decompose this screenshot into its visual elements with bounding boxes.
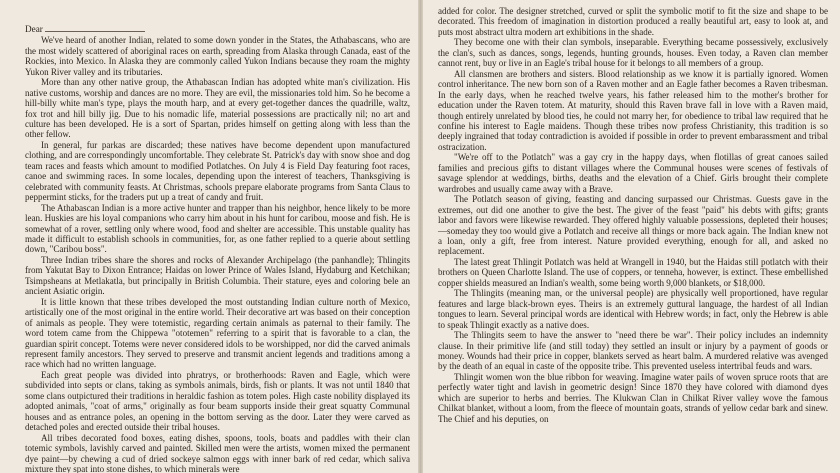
right-paragraph-2: They become one with their clan symbols, inseparable. Everything became possessively, exclusively the clan's, such as dances, songs, legends, hunting grounds, houses. Even today, a Raven clan member cannot rent, buy or live in an Eagle's tribal house for it belongs to all members of a group.: [438, 37, 828, 69]
greeting-text: Dear: [25, 24, 43, 34]
greeting-blank-line: [45, 31, 145, 32]
right-paragraph-1: added for color. The designer stretched, curved or split the symbolic motif to fit the size and shape to be decorated. This freedom of imagination in distortion produced a really beautiful art, easy to look at, and puts most abstract ultra modern art exhibitions in the shade.: [438, 6, 828, 37]
left-paragraph-4: The Athabascan Indian is a more active hunter and trapper than his neighbor, hence likely to be more lean. Huskies are his loyal companions who carry him about in his hunt for caribou, moose and fish. He is somewhat of a rover, settling only where wood, food and shelter are accessible. This unstable quality has made it difficult to establish schools in communities, for, as one father replied to a querie about settling down, "Caribou boss".: [25, 202, 410, 255]
right-paragraph-3: All clansmen are brothers and sisters. Blood relationship as we know it is partially ignored. Women control inheritance. The new born son of a Raven mother and an Eagle father becomes a Raven tribesman. In the early days, when he reached twelve years, his father released him to the mother's brother for education under the Raven totem. At maturity, should this Raven brave fall in love with a Raven maid, though entirely unrelated by blood ties, he could not marry her, for obedience to tribal law required that he confine his interest to Eagle maidens. Though these tribes now profess Christianity, this tradition is so deeply ingrained that today contradiction is avoided if possible in order to prevent embarassment and tribal ostracization.: [438, 68, 828, 152]
left-paragraph-2: More than any other native group, the Athabascan Indian has adopted white man's civilization. His native customs, worship and dances are no more. They are evil, the missionaries told him. So he become a hill-billy white man's type, plays the mouth harp, and at every get-together dances the quadrille, waltz, fox trot and hill billy jig. Due to his nomadic life, material possessions are practically nil; no art and culture has been developed. He is a sort of Spartan, prides himself on getting along with less than the other fellow.: [25, 77, 410, 140]
right-paragraph-9: Thlingit women won the blue ribbon for weaving. Imagine water pails of woven spruce roots that are perfectly water tight and lavish in geometric design! Since 1870 they have colored with diamond dyes which are superior to herbs and berries. The Klukwan Clan in Chilkat River valley wove the famous Chilkat blanket, without a loom, from the fleece of mountain goats, strands of yellow cedar bark and sinew. The Chief and his deputies, on: [438, 371, 828, 424]
left-paragraph-1: We've heard of another Indian, related to some down yonder in the States, the Athabascans, who are the most widely scattered of aboriginal races on earth, spreading from Alaska through Canada, east of the Rockies, into Mexico. In Alaska they are commonly called Yukon Indians because they roam the mighty Yukon River valley and its tributaries.: [25, 35, 410, 77]
right-paragraph-5: The Potlatch season of giving, feasting and dancing surpassed our Christmas. Guests gave in the extremes, out did one another to give the best. The giver of the feast "paid" his debts with gifts; grants labor and favors were likewise rewarded. They offered highly valuable possessions, depleted their houses;—someday they too would give a Potlatch and receive all things or more back again. The Indian knew not a loan, only a gift, free from interest. Nature provided everything, enough for all, and asked no replacement.: [438, 194, 828, 257]
right-paragraph-7: The Thlingits (meaning man, or the universal people) are physically well proportioned, have regular features and large black-brown eyes. Theirs is an extremely guttural language, the hardest of all Indian tongues to learn. Several principal words are identical with Hebrew words; in fact, only the Hebrew is able to speak Thlingit exactly as a native does.: [438, 288, 828, 330]
left-paragraph-6: It is little known that these tribes developed the most outstanding Indian culture north of Mexico, artistically one of the most original in the entire world. Their decorative art was based on their conception of animals as people. They were totemistic, regarding certain animals as paternal to their family. The word totem came from the Chippewa "ototemen" referring to a spirit that is favorable to a clan, the guardian spirit concept. Totems were never considered idols to be worshipped, nor did the carved animals represent family ancestors. They served to preserve and transmit ancient legends and traditions among a race which had no written language.: [25, 296, 410, 370]
left-paragraph-8: All tribes decorated food boxes, eating dishes, spoons, tools, boats and paddles with their clan totemic symbols, lavishly carved and painted. Skilled men were the artists, women mixed the permanent dye paint—by chewing a cud of dried sockeye salmon eggs with inner bark of red cedar, which saliva mixture they spat into stone dishes, to which minerals were: [25, 432, 410, 473]
right-paragraph-8: The Thlingits seem to have the answer to "need there be war". Their policy includes an indemnity clause. In their primitive life (and still today) they settled an insult or injury by a payment of goods or money. Wounds had their price in copper, blankets served as heart balm. A murdered relative was avenged by the death of an equal in caste of the opposite tribe. This prevented useless intertribal feuds and wars.: [438, 330, 828, 372]
left-paragraph-7: Each great people was divided into phratrys, or brotherhoods: Raven and Eagle, which were subdivided into septs or clans, taking as symbols animals, birds, fish or plants. It was not until 1840 that some clans outpictured their traditions in heraldic fashion as totem poles. High caste nobility displayed its adopted animals, "coat of arms," originally as four beam supports inside their great squatty Communal houses and as entrance poles, an opening in the bottom serving as the door. Later they were carved as detached poles and erected outside their tribal houses.: [25, 369, 410, 433]
left-paragraph-5: Three Indian tribes share the shores and rocks of Alexander Archipelago (the panhandle); Thlingits from Yakutat Bay to Dixon Entrance; Haidas on lower Prince of Wales Island, Hydaburg and Ketchikan; Tsimpsheans at Metlakatla, but principally in British Columbia. Their stature, eyes and coloring bele an ancient Asiatic origin.: [25, 254, 410, 297]
right-paragraph-6: The latest great Thlingit Potlatch was held at Wrangell in 1940, but the Haidas still potlatch with their brothers on Queen Charlotte Island. The use of coppers, or tenneha, however, is extinct. These embellished copper shields measured an Indian's wealth, some being worth 9,000 blankets, or $18,000.: [438, 256, 828, 288]
right-page: [420, 0, 840, 473]
greeting: [25, 24, 410, 34]
left-paragraph-3: In general, fur parkas are discarded; these natives have become dependent upon manufactured clothing, and are correspondingly uncomfortable. They celebrate St. Patrick's day with snow shoe and dog team races and feasts which amount to modified Potlatches. On July 4 is Field Day featuring foot races, canoe and swimming races. In some locales, depending upon the interest of teachers, Thanksgiving is celebrated with community feasts. At Christmas, schools prepare elaborate programs from Santa Claus to peppermint sticks, for the traders put up a treat of candy and fruit.: [25, 139, 410, 203]
right-paragraph-4: "We're off to the Potlatch" was a gay cry in the happy days, when flotillas of great canoes sailed families and precious gifts to distant villages where the Communal houses were scenes of festivals of savage splendor at weddings, births, deaths and the elevation of a Chief. Girls brought their complete wardrobes and usually came away with a Brave.: [438, 152, 828, 194]
